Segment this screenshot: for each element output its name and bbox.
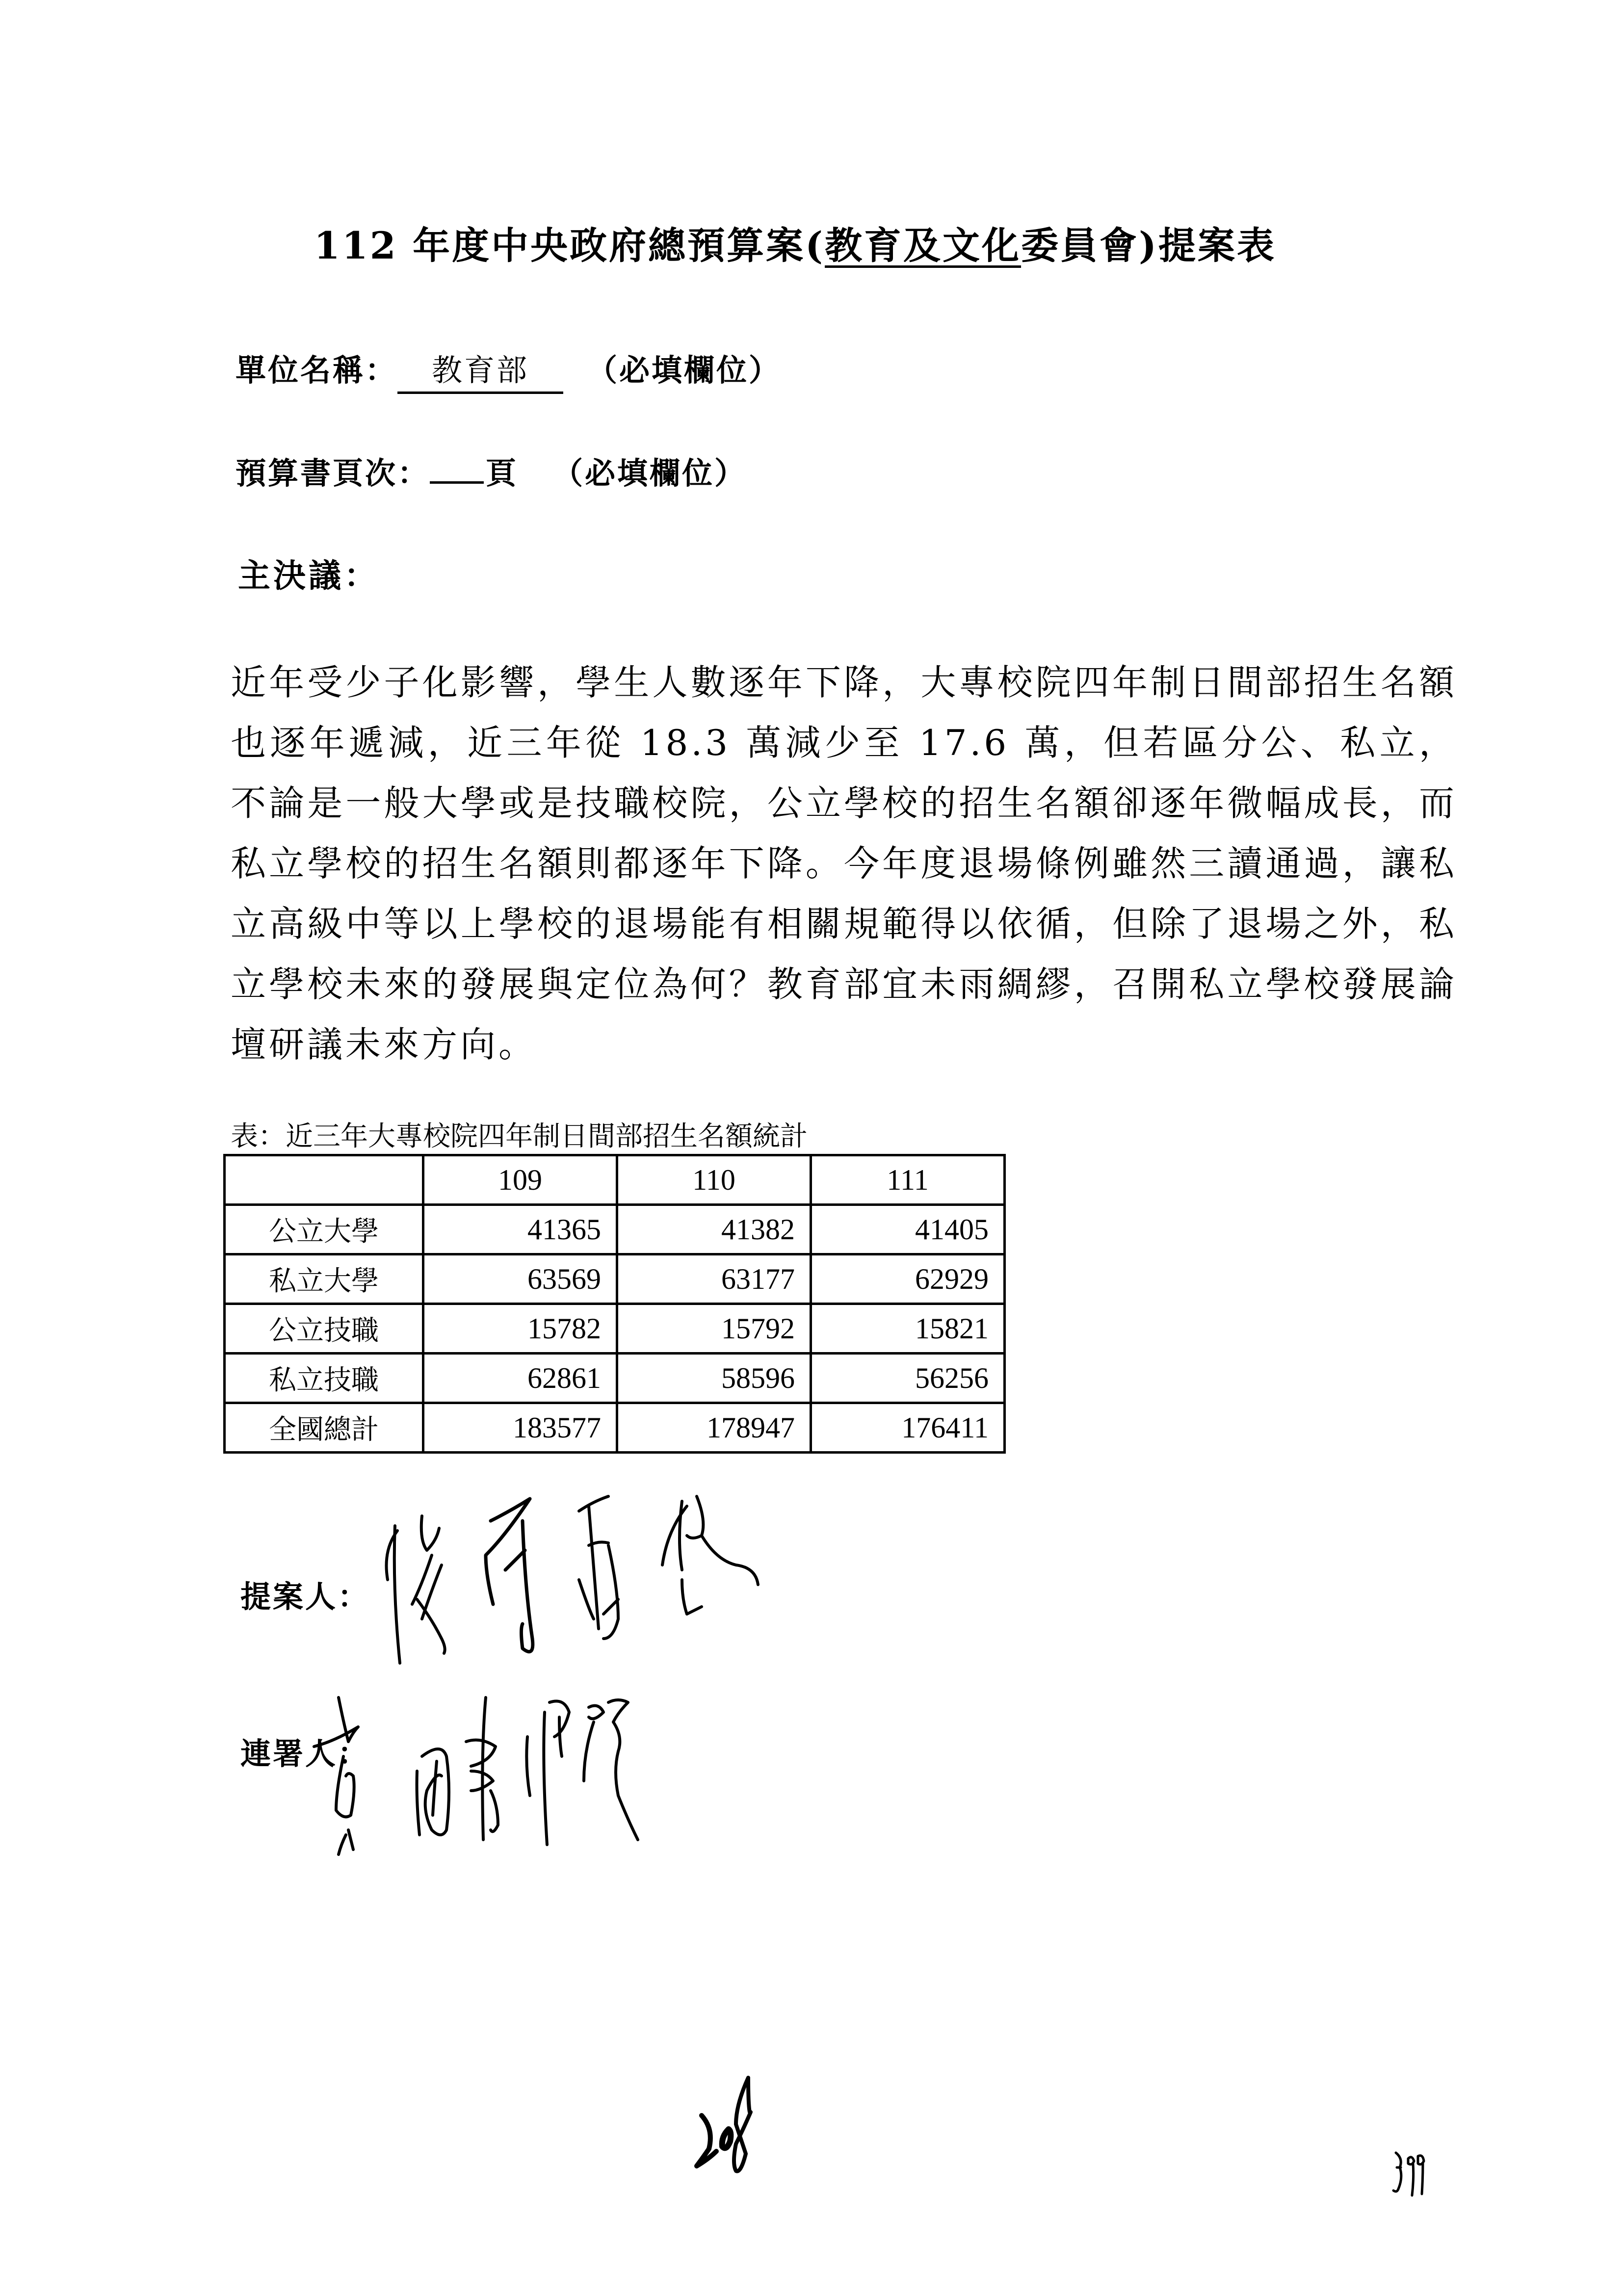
resolution-heading: 主決議： <box>238 557 379 595</box>
resolution-text: 近年受少子化影響，學生人數逐年下降，大專校院四年制日間部招生名額也逐年遞減，近三年從 18.3 萬減少至 17.6 萬，但若區分公、私立，不論是一般大學或是技職校院，公立學校的招生名額卻逐年微幅成長，而私立學校的招生名額則都逐年下降。今年度退場條例雖然三讀通過，讓私立高級中等以上學校的退場能有相關規範得以依循，但除了退場之外，私立學校未來的發展與定位為何？教育部宜未雨綢繆，召開私立學校發展論壇研議未來方向。 <box>231 662 1457 1065</box>
table-cell: 183577 <box>423 1403 617 1453</box>
table-cell: 15792 <box>617 1304 811 1354</box>
table-caption: 表：近三年大專校院四年制日間部招生名額統計 <box>231 1121 808 1152</box>
document-title <box>314 216 1393 269</box>
table-header-row <box>225 1155 1005 1205</box>
budget-page-row <box>236 449 747 493</box>
title-prefix: 112 年度中央政府總預算案( <box>314 224 825 267</box>
table-cell: 178947 <box>617 1403 811 1453</box>
row-label: 全國總計 <box>225 1403 423 1453</box>
table-row <box>225 1205 1005 1254</box>
proposer-signature <box>275 1491 1060 1688</box>
table-cell: 15821 <box>811 1304 1005 1354</box>
table-cell: 41382 <box>617 1205 811 1254</box>
row-label: 私立大學 <box>225 1254 423 1304</box>
row-label: 公立大學 <box>225 1205 423 1254</box>
proposer-label: 提案人： <box>240 1579 370 1615</box>
unit-name-field[interactable]: 教育部 <box>397 346 563 394</box>
budget-page-field[interactable] <box>430 453 484 484</box>
budget-page-unit: 頁 <box>486 455 519 491</box>
page-required-note: （必填欄位） <box>552 455 747 491</box>
table-cell: 58596 <box>617 1354 811 1403</box>
cosigner-signature <box>275 1693 1158 1889</box>
cosigner-label: 連署人： <box>240 1736 370 1772</box>
title-committee-underlined: 教育及文化 <box>825 224 1022 267</box>
table-corner-cell <box>225 1155 423 1205</box>
table-cell: 56256 <box>811 1354 1005 1403</box>
budget-page-label: 預算書頁次： <box>236 455 430 491</box>
table-row <box>225 1254 1005 1304</box>
enrollment-quota-table <box>223 1154 1006 1454</box>
table-cell: 41365 <box>423 1205 617 1254</box>
table-cell: 62861 <box>423 1354 617 1403</box>
column-header: 110 <box>617 1155 811 1205</box>
table-cell: 176411 <box>811 1403 1005 1453</box>
table-row-total <box>225 1403 1005 1453</box>
table-cell: 15782 <box>423 1304 617 1354</box>
table-row <box>225 1304 1005 1354</box>
table-row <box>225 1354 1005 1403</box>
row-label: 公立技職 <box>225 1304 423 1354</box>
column-header: 111 <box>811 1155 1005 1205</box>
table-cell: 63177 <box>617 1254 811 1304</box>
column-header: 109 <box>423 1155 617 1205</box>
unit-required-note: （必填欄位） <box>587 352 782 388</box>
table-cell: 41405 <box>811 1205 1005 1254</box>
unit-name-row <box>236 346 781 394</box>
row-label: 私立技職 <box>225 1354 423 1403</box>
unit-name-label: 單位名稱： <box>236 352 398 388</box>
title-suffix: 委員會)提案表 <box>1021 224 1277 267</box>
table-cell: 62929 <box>811 1254 1005 1304</box>
table-cell: 63569 <box>423 1254 617 1304</box>
corner-page-number <box>687 2061 1619 2257</box>
